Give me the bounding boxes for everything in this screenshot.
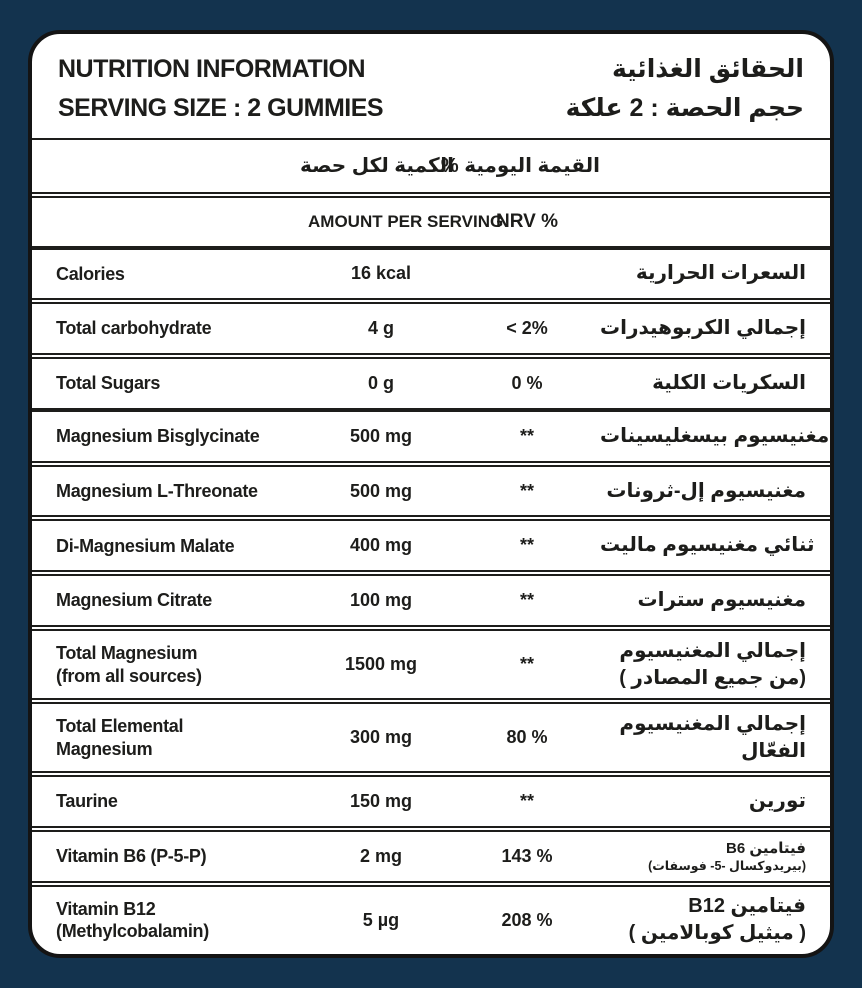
table-row xyxy=(32,250,830,299)
table-row xyxy=(32,704,830,771)
header-english xyxy=(58,50,383,128)
nutrient-name-ar: فيتامين B12 ( ميثيل كوبالامين ) xyxy=(628,895,806,945)
nutrient-name-en: Total Sugars xyxy=(56,373,161,394)
nutrient-name-ar: ثنائي مغنيسيوم ماليت xyxy=(600,534,815,557)
table-row xyxy=(32,467,830,516)
table-row xyxy=(32,412,830,461)
nutrition-table xyxy=(32,250,830,955)
amount-value: 500 mg xyxy=(349,480,413,501)
nutrient-name-ar: مغنيسيوم إل-ثرونات xyxy=(606,479,806,502)
nrv-value: ** xyxy=(519,425,534,446)
table-row xyxy=(32,832,830,881)
nutrient-name-ar: فيتامين B6 (بيريدوكسال -5- فوسفات) xyxy=(648,839,806,874)
nutrient-name-ar: إجمالي الكربوهيدرات xyxy=(600,317,807,340)
table-row xyxy=(32,304,830,353)
nutrient-name-ar: السعرات الحرارية xyxy=(635,262,806,285)
nutrient-name-en: Vitamin B6 (P-5-P) xyxy=(56,846,207,867)
nutrient-name-ar: مغنيسيوم بيسغليسينات xyxy=(600,424,830,447)
nrv-value: ** xyxy=(519,654,534,675)
title-en: NUTRITION INFORMATION xyxy=(58,55,366,83)
nrv-value: < 2% xyxy=(506,318,548,339)
col-header-nrv-ar: القيمة اليومية % xyxy=(440,155,600,177)
nrv-value: ** xyxy=(519,535,534,556)
nutrient-name-en: Magnesium Bisglycinate xyxy=(56,425,260,446)
nutrition-panel xyxy=(28,30,834,958)
nutrient-name-en: Taurine xyxy=(56,791,118,812)
nrv-value: 0 % xyxy=(511,372,543,393)
table-row xyxy=(32,576,830,625)
header-arabic xyxy=(566,50,804,128)
table-row xyxy=(32,521,830,570)
nutrient-name-en: Magnesium L-Threonate xyxy=(56,480,258,501)
amount-value: 400 mg xyxy=(349,535,413,556)
nutrient-name-ar: مغنيسيوم سترات xyxy=(637,589,806,612)
table-row xyxy=(32,887,830,954)
nutrient-name-ar: السكريات الكلية xyxy=(652,371,806,394)
amount-value: 100 mg xyxy=(349,590,413,611)
nrv-value: 143 % xyxy=(501,845,553,866)
serving-size-ar: حجم الحصة : 2 علكة xyxy=(565,93,804,122)
nutrient-name-en: Total Magnesium (from all sources) xyxy=(56,643,202,686)
table-row xyxy=(32,631,830,698)
amount-value: 4 g xyxy=(367,318,394,339)
col-header-nrv-en: NRV % xyxy=(496,210,558,232)
nutrient-name-en: Calories xyxy=(56,263,125,284)
nutrient-name-en: Di-Magnesium Malate xyxy=(56,535,235,556)
amount-value: 150 mg xyxy=(349,791,413,812)
nutrient-name-ar: إجمالي المغنيسيوم الفعّال xyxy=(619,712,806,762)
nutrient-name-en: Vitamin B12 (Methylcobalamin) xyxy=(56,898,209,942)
nutrient-name-ar: إجمالي المغنيسيوم (من جميع المصادر ) xyxy=(619,639,806,689)
nutrient-name-ar: تورين xyxy=(748,790,806,813)
title-ar: الحقائق الغذائية xyxy=(611,55,804,83)
nrv-value: ** xyxy=(519,791,534,812)
nutrient-name-en: Total Elemental Magnesium xyxy=(56,716,184,759)
nutrient-name-en: Magnesium Citrate xyxy=(56,590,212,611)
nrv-value: 208 % xyxy=(501,909,553,930)
serving-size-en: SERVING SIZE : 2 GUMMIES xyxy=(58,93,384,122)
nrv-value: ** xyxy=(519,480,534,501)
column-headers-arabic xyxy=(32,140,830,192)
amount-value: 0 g xyxy=(367,372,394,393)
amount-value: 500 mg xyxy=(349,425,413,446)
amount-value: 5 µg xyxy=(362,909,400,930)
col-header-amount-ar: الكمية لكل حصة xyxy=(299,155,454,177)
nutrient-name-en: Total carbohydrate xyxy=(56,318,212,339)
nrv-value: ** xyxy=(519,590,534,611)
table-row xyxy=(32,359,830,408)
amount-value: 16 kcal xyxy=(350,263,412,284)
column-headers-english xyxy=(32,198,830,246)
amount-value: 2 mg xyxy=(359,845,402,866)
col-header-amount-en: AMOUNT PER SERVING xyxy=(308,211,504,231)
amount-value: 1500 mg xyxy=(344,654,418,675)
table-row xyxy=(32,777,830,826)
panel-header xyxy=(32,34,830,138)
nrv-value: 80 % xyxy=(506,727,548,748)
amount-value: 300 mg xyxy=(349,727,413,748)
